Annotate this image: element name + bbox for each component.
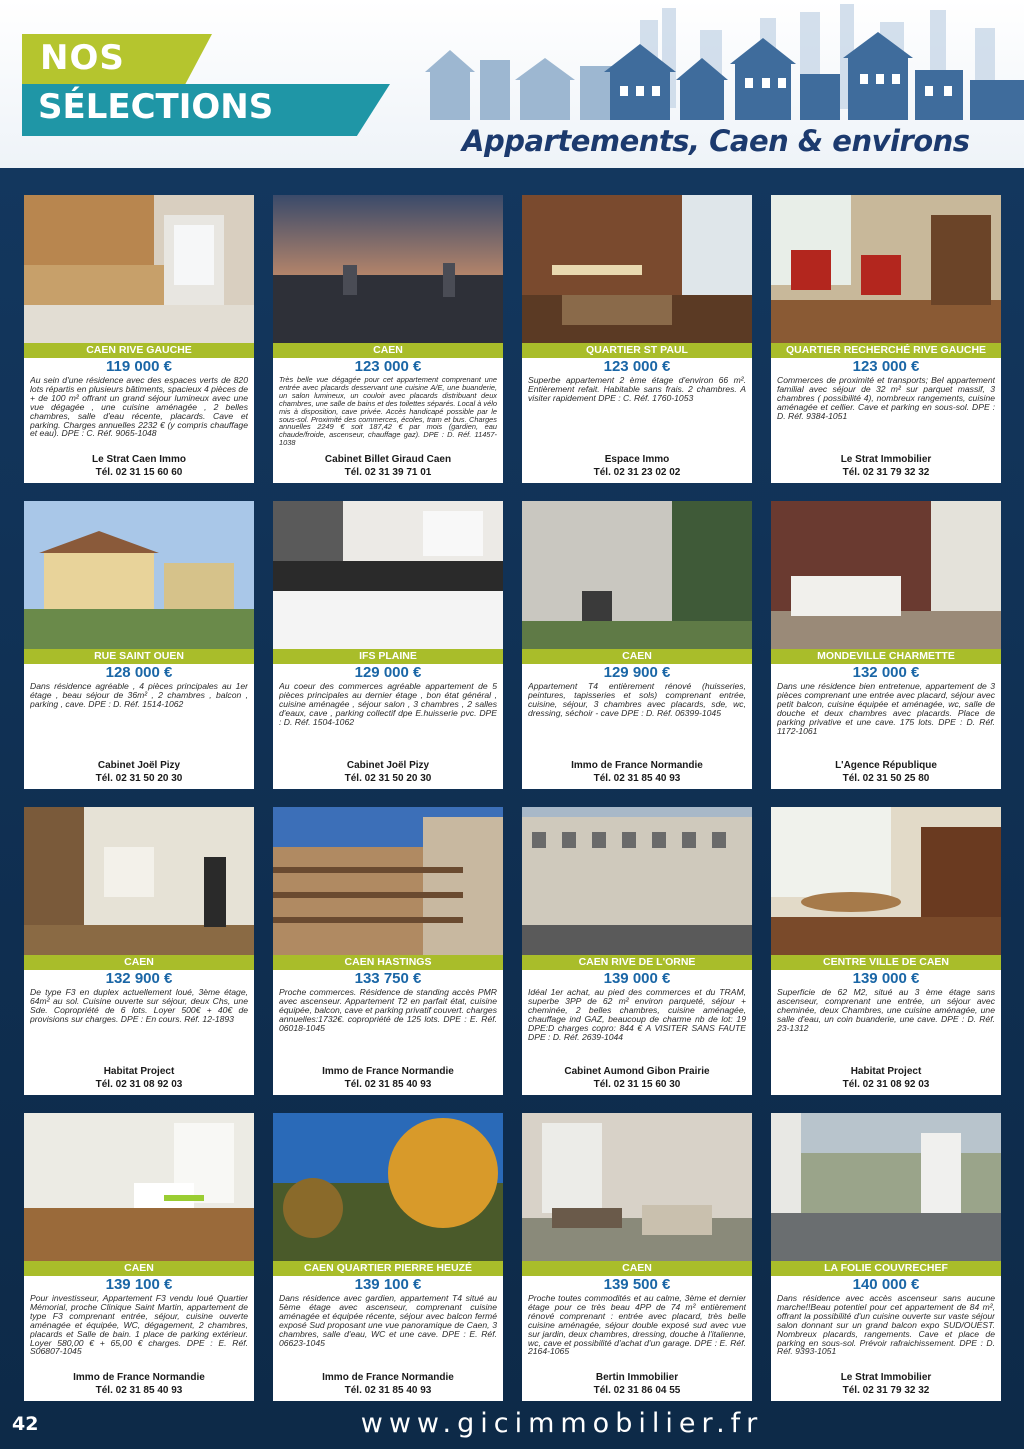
listing-location: CAEN QUARTIER PIERRE HEUZÉ: [273, 1261, 503, 1276]
listing-phone[interactable]: Tél. 02 31 50 20 30: [344, 773, 432, 784]
listing-agency: Cabinet Joël Pizy: [346, 760, 430, 771]
page-title: Appartements, Caen & environs: [462, 124, 970, 158]
white-kitchen-photo: [273, 501, 503, 649]
listing-description: Au coeur des commerces agréable appartement de 5 pièces principales au dernier étage , bon état général , cuisine aménagée , séjour salon , 3 chambres , 2 salles d'eaux, cave , parking collectif dpe E.huisserie pvc. DPE : D. Réf. 1504-1062: [279, 682, 497, 727]
listing-location: CAEN: [273, 343, 503, 358]
balcony-photo: [771, 1113, 1001, 1261]
listing-description: Dans résidence agréable , 4 pièces principales au 1er étage , beau séjour de 36m² , 2 chambres , balcon , parking , cave. DPE : D. Réf. 1514-1062: [30, 682, 248, 709]
banner-title-line1: NOS: [40, 38, 125, 78]
listing-price: 140 000 €: [852, 1276, 920, 1293]
listing-price: 128 000 €: [105, 664, 173, 681]
listing-phone[interactable]: Tél. 02 31 08 92 03: [95, 1079, 183, 1090]
listing-card[interactable]: [24, 195, 254, 483]
bright-living-photo: [24, 1113, 254, 1261]
listing-phone[interactable]: Tél. 02 31 85 40 93: [344, 1079, 432, 1090]
listing-card[interactable]: [273, 195, 503, 483]
listing-phone[interactable]: Tél. 02 31 85 40 93: [593, 773, 681, 784]
listing-location: CAEN: [24, 1261, 254, 1276]
listing-description: Commerces de proximité et transports; Bel appartement familial avec séjour de 32 m² sur parquet massif, 3 chambres ( possibilité 4), nombreux rangements, cuisine aménagée et cellier. Cave et parking en sous-sol. DPE : D. Réf. 9384-1051: [777, 376, 995, 421]
page-header: [0, 0, 1024, 168]
listing-card[interactable]: [273, 807, 503, 1095]
listing-card[interactable]: [771, 501, 1001, 789]
listing-card[interactable]: [771, 807, 1001, 1095]
tower-balconies-photo: [273, 807, 503, 955]
listing-card[interactable]: [522, 1113, 752, 1401]
listing-location: CAEN RIVE GAUCHE: [24, 343, 254, 358]
listing-phone[interactable]: Tél. 02 31 79 32 32: [842, 1385, 930, 1396]
listing-phone[interactable]: Tél. 02 31 50 25 80: [842, 773, 930, 784]
listing-location: CAEN RIVE DE L'ORNE: [522, 955, 752, 970]
listing-phone[interactable]: Tél. 02 31 15 60 60: [95, 467, 183, 478]
listing-phone[interactable]: Tél. 02 31 15 60 30: [593, 1079, 681, 1090]
listing-price: 129 900 €: [603, 664, 671, 681]
listing-phone[interactable]: Tél. 02 31 50 20 30: [95, 773, 183, 784]
listing-location: QUARTIER ST PAUL: [522, 343, 752, 358]
listings-grid: [24, 195, 1001, 1401]
listing-price: 123 000 €: [354, 358, 422, 375]
wood-dining-photo: [771, 807, 1001, 955]
apartment-building-photo: [522, 501, 752, 649]
listing-description: Au sein d'une résidence avec des espaces verts de 820 lots répartis en plusieurs bâtiments, spacieux 4 pièces de + de 100 m² offrant un grand séjour lumineux avec une vue dégagée , une cuisine aménagée , 2 belles chambres, salle d'eau récente, placards. Cave et parking. Charges annuelles 2232 € (y compris chauffage et eau). DPE : C. Réf. 9065-1048: [30, 376, 248, 439]
listing-agency: Immo de France Normandie: [322, 1372, 454, 1383]
listing-phone[interactable]: Tél. 02 31 23 02 02: [593, 467, 681, 478]
dining-room-photo: [522, 195, 752, 343]
listing-agency: Habitat Project: [103, 1066, 175, 1077]
page-number: 42: [12, 1413, 39, 1435]
listing-price: 119 000 €: [106, 358, 172, 375]
listing-agency: Immo de France Normandie: [322, 1066, 454, 1077]
listing-phone[interactable]: Tél. 02 31 85 40 93: [95, 1385, 183, 1396]
residence-exterior-photo: [24, 501, 254, 649]
listing-description: Dans résidence avec accès ascenseur sans aucune marche!!Beau potentiel pour cet appartement de 84 m², offrant la possibilité d'un cuisine ouverte sur vaste séjour salon donnant sur un grand balcon expo SUD/OUEST. Nombreux placards, rangements. Cave et place de parking en sous-sol. Prévoir rafraichissement. DPE : D. Réf. 9393-1051: [777, 1294, 995, 1357]
listing-description: Superbe appartement 2 ème étage d'environ 66 m². Entièrement refait. Habitable sans frais. 2 chambres. A visiter rapidement DPE : C. Réf. 1760-1053: [528, 376, 746, 403]
listing-card[interactable]: [24, 501, 254, 789]
listing-card[interactable]: [771, 1113, 1001, 1401]
listing-price: 123 000 €: [852, 358, 920, 375]
listing-price: 139 100 €: [105, 1276, 173, 1293]
listing-card[interactable]: [273, 1113, 503, 1401]
banner-title-line2: SÉLECTIONS: [38, 87, 274, 127]
listing-card[interactable]: [273, 501, 503, 789]
listing-price: 139 100 €: [354, 1276, 422, 1293]
listing-description: Proche commerces. Résidence de standing accès PMR avec ascenseur. Appartement T2 en parfait état, cuisine équipée, balcon, cave et parking privatif couvert. charges annuelles:1732€. copropriété de 125 lots. DPE : E. Réf. 06018-1045: [279, 988, 497, 1033]
listing-agency: Le Strat Caen Immo: [92, 454, 186, 465]
listing-description: Superficie de 62 M2, situé au 3 ème étage sans ascenseur, comprenant une entrée, un séjour avec cheminée, deux Chambres, une cuisine aménagée, une salle d'eau, un coin buanderie, une cave. DPE : D. Réf. 23-1312: [777, 988, 995, 1033]
renovated-living-photo: [522, 1113, 752, 1261]
listing-location: LA FOLIE COUVRECHEF: [771, 1261, 1001, 1276]
listing-card[interactable]: [522, 195, 752, 483]
listing-agency: L'Agence République: [835, 760, 937, 771]
listing-description: De type F3 en duplex actuellement loué, 3ème étage, 64m² au sol. Cuisine ouverte sur séjour, deux Chs, une Sde. Copropriété de 6 lots. Loyer 500€ + 40€ de provisions sur charges. DPE : En cours. Réf. 12-1893: [30, 988, 248, 1024]
listing-location: IFS PLAINE: [273, 649, 503, 664]
listing-agency: Immo de France Normandie: [571, 760, 703, 771]
listing-description: Idéal 1er achat, au pied des commerces et du TRAM, superbe 3PP de 62 m² environ parqueté, séjour + cheminée, 2 belles chambres, cuisine aménagée, chauffage ind GAZ, beaucoup de charme nb de lot: 19 DPE:D charges copro: 844 € A VISITER SANS FAUTE DPE : D. Réf. 2639-1044: [528, 988, 746, 1042]
listing-card[interactable]: [24, 1113, 254, 1401]
listing-description: Appartement T4 entièrement rénové (huisseries, peintures, tapisseries et sols) comprenant entrée, cuisine, séjour, 3 chambres avec placards, sde, wc, dressing, séchoir - cave DPE : D. Réf. 06399-1045: [528, 682, 746, 718]
kitchen-photo: [24, 195, 254, 343]
listing-location: CAEN: [522, 649, 752, 664]
listing-description: Pour investisseur, Appartement F3 vendu loué Quartier Mémorial, proche Clinique Saint Martin, appartement de type F3 comprenant entrée, séjour, cuisine ouverte aménagée et équipée, WC, dégagement, 2 chambres, placards et Salle de bain. 1 place de parking extérieur. Loyer 580,00 € + 65,00 € charges. DPE : E. Réf. S06807-1045: [30, 1294, 248, 1357]
listing-agency: Espace Immo: [604, 454, 670, 465]
listing-location: CAEN HASTINGS: [273, 955, 503, 970]
listing-description: Très belle vue dégagée pour cet appartement comprenant une entrée avec placards desservant une cuisine A/E, une buanderie, un salon lumineux, un couloir avec placards distribuant deux chambres, une salle de bains et des toilettes séparés. Local à vélo mis à disposition, cave privée. Accès handicapé possible par le sous-sol. Proximité des commerces, écoles, tram et bus. Charges annuelles 2249 € soit 187,42 € par mois (gardien, eau chaude/froide, ascenseur, chauffage gaz). DPE : D. Réf. 11457-1038: [279, 376, 497, 448]
sofa-living-photo: [771, 501, 1001, 649]
listing-price: 139 000 €: [852, 970, 920, 987]
listing-phone[interactable]: Tél. 02 31 85 40 93: [344, 1385, 432, 1396]
living-room-red-photo: [771, 195, 1001, 343]
website-url[interactable]: www.gicimmobilier.fr: [360, 1408, 764, 1439]
listing-agency: Cabinet Aumond Gibon Prairie: [564, 1066, 710, 1077]
listing-agency: Bertin Immobilier: [595, 1372, 679, 1383]
listing-card[interactable]: [522, 501, 752, 789]
listing-phone[interactable]: Tél. 02 31 08 92 03: [842, 1079, 930, 1090]
listing-location: CAEN: [24, 955, 254, 970]
listing-location: RUE SAINT OUEN: [24, 649, 254, 664]
listing-agency: Immo de France Normandie: [73, 1372, 205, 1383]
listing-phone[interactable]: Tél. 02 31 79 32 32: [842, 467, 930, 478]
listing-agency: Cabinet Joël Pizy: [97, 760, 181, 771]
listing-price: 133 750 €: [354, 970, 422, 987]
listing-agency: Habitat Project: [850, 1066, 922, 1077]
duplex-interior-photo: [24, 807, 254, 955]
street-building-photo: [522, 807, 752, 955]
listing-agency: Le Strat Immobilier: [840, 1372, 932, 1383]
autumn-view-photo: [273, 1113, 503, 1261]
listing-card[interactable]: [771, 195, 1001, 483]
listing-price: 129 000 €: [354, 664, 422, 681]
listing-agency: Cabinet Billet Giraud Caen: [324, 454, 452, 465]
listing-phone[interactable]: Tél. 02 31 39 71 01: [344, 467, 432, 478]
listing-card[interactable]: [24, 807, 254, 1095]
listing-price: 132 900 €: [105, 970, 173, 987]
listing-description: Proche toutes commodités et au calme, 3ème et dernier étage pour ce très beau 4PP de 74 m² entièrement rénové comprenant : entrée avec placard, très belle cuisine aménagée, séjour double exposé sud avec vue sur jardin, deux chambres, dressing, douche à l'italienne, wc, cave et possibilité d'achat d'un garage. DPE : E. Réf. 2164-1065: [528, 1294, 746, 1357]
listing-description: Dans résidence avec gardien, appartement T4 situé au 5ème étage avec ascenseur, comprenant cuisine aménagée et équipée récente, séjour avec balcon fermé exposé Sud proposant une vue panoramique de Caen, 3 chambres, salle d'eau, WC et une cave. DPE : E. Réf. 06623-1045: [279, 1294, 497, 1348]
city-view-photo: [273, 195, 503, 343]
listing-location: CENTRE VILLE DE CAEN: [771, 955, 1001, 970]
listing-price: 139 000 €: [603, 970, 671, 987]
listing-phone[interactable]: Tél. 02 31 86 04 55: [593, 1385, 681, 1396]
listing-location: QUARTIER RECHERCHÉ RIVE GAUCHE: [771, 343, 1001, 358]
listing-agency: Le Strat Immobilier: [840, 454, 932, 465]
listing-price: 139 500 €: [603, 1276, 671, 1293]
listing-location: CAEN: [522, 1261, 752, 1276]
listing-description: Dans une résidence bien entretenue, appartement de 3 pièces comprenant une entrée avec placard, séjour avec petit balcon, cuisine équipée et aménagée, wc, salle de douche et deux chambres avec placards. Place de parking privative et une cave. 175 lots. DPE : D. Réf. 1172-1061: [777, 682, 995, 736]
listing-card[interactable]: [522, 807, 752, 1095]
listing-location: MONDEVILLE CHARMETTE: [771, 649, 1001, 664]
listing-price: 132 000 €: [852, 664, 920, 681]
listing-price: 123 000 €: [603, 358, 671, 375]
